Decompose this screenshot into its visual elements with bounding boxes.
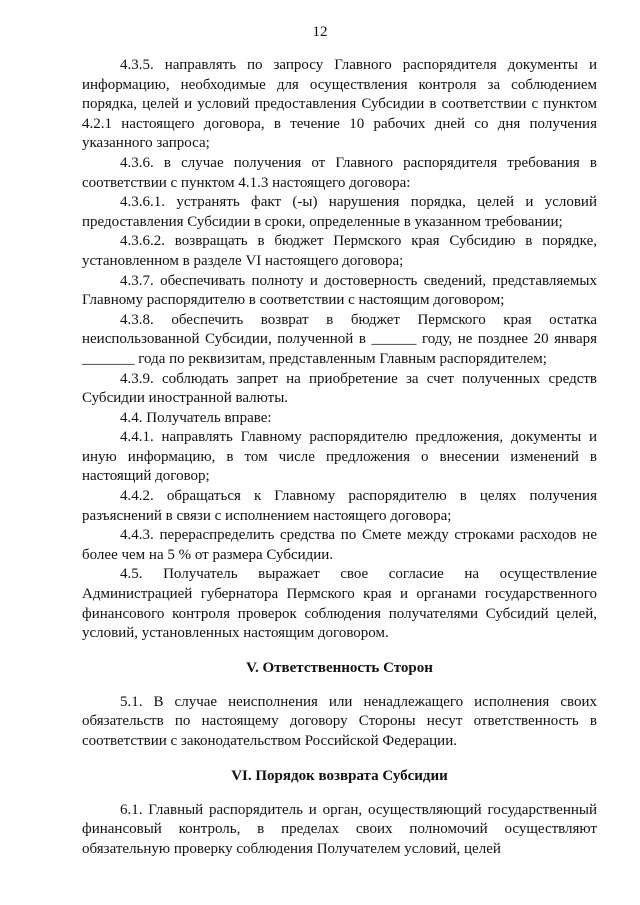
paragraph-4-3-6: 4.3.6. в случае получения от Главного распорядителя требования в соответствии с пунктом 4.1.3 настоящего договора: xyxy=(82,154,597,191)
page-number: 12 xyxy=(312,24,328,40)
spacer xyxy=(82,752,597,766)
spacer xyxy=(82,644,597,658)
paragraph-4-3-6-2: 4.3.6.2. возвращать в бюджет Пермского края Субсидию в порядке, установленном в разделе VI настоящего договора; xyxy=(82,233,597,269)
section-heading-vi: VI. Порядок возврата Субсидии xyxy=(231,767,448,784)
paragraph-4-3-9: 4.3.9. соблюдать запрет на приобретение за счет полученных средств Субсидии иностранной валюты. xyxy=(82,370,597,407)
paragraph-4-4-2: 4.4.2. обращаться к Главному распорядителю в целях получения разъяснений в связи с исполнением настоящего договора; xyxy=(82,488,597,524)
paragraph-5-1: 5.1. В случае неисполнения или ненадлежащего исполнения своих обязательств по настоящему договору Стороны несут ответственность в соответствии с законодательством Российской Федерации. xyxy=(82,693,597,749)
paragraph-4-4-1: 4.4.1. направлять Главному распорядителю предложения, документы и иную информацию, в том числе предложения о внесении изменений в настоящий договор; xyxy=(82,429,597,485)
section-heading-v: V. Ответственность Сторон xyxy=(246,659,433,676)
paragraph-4-3-6-1: 4.3.6.1. устранять факт (-ы) нарушения порядка, целей и условий предоставления Субсидии в сроки, определенные в указанном требовании; xyxy=(82,194,597,230)
paragraph-4-4-3: 4.4.3. перераспределить средства по Смете между строками расходов не более чем на 5 % от размера Субсидии. xyxy=(82,527,597,563)
paragraph-4-3-5: 4.3.5. направлять по запросу Главного распорядителя документы и информацию, необходимые для осуществления контроля за соблюдением порядка, целей и условий предоставления Субсидии в соответствии с пунктом 4.2.1 настоящего договора, в течение 10 рабочих дней со дня получения указанного запроса; xyxy=(82,57,597,152)
paragraph-4-5: 4.5. Получатель выражает свое согласие на осуществление Администрацией губернатора Пермского края и органами государственного финансового контроля проверок соблюдения получателями Субсидий целей, условий, установленных настоящим договором. xyxy=(82,566,597,642)
paragraph-4-3-8: 4.3.8. обеспечить возврат в бюджет Пермского края остатка неиспользованной Субсидии, полученной в ______ году, не позднее 20 января _______ года по реквизитам, представленным Главным распорядителем; xyxy=(82,311,597,367)
spacer xyxy=(82,678,597,693)
document-body xyxy=(82,56,597,859)
paragraph-4-4: 4.4. Получатель вправе: xyxy=(120,409,272,426)
paragraph-4-3-7: 4.3.7. обеспечивать полноту и достоверность сведений, представляемых Главному распорядителю в соответствии с настоящим договором; xyxy=(82,272,597,309)
paragraph-6-1: 6.1. Главный распорядитель и орган, осуществляющий государственный финансовый контроль, в пределах своих полномочий осуществляют обязательную проверку соблюдения Получателем условий, целей xyxy=(82,801,597,857)
spacer xyxy=(82,786,597,801)
